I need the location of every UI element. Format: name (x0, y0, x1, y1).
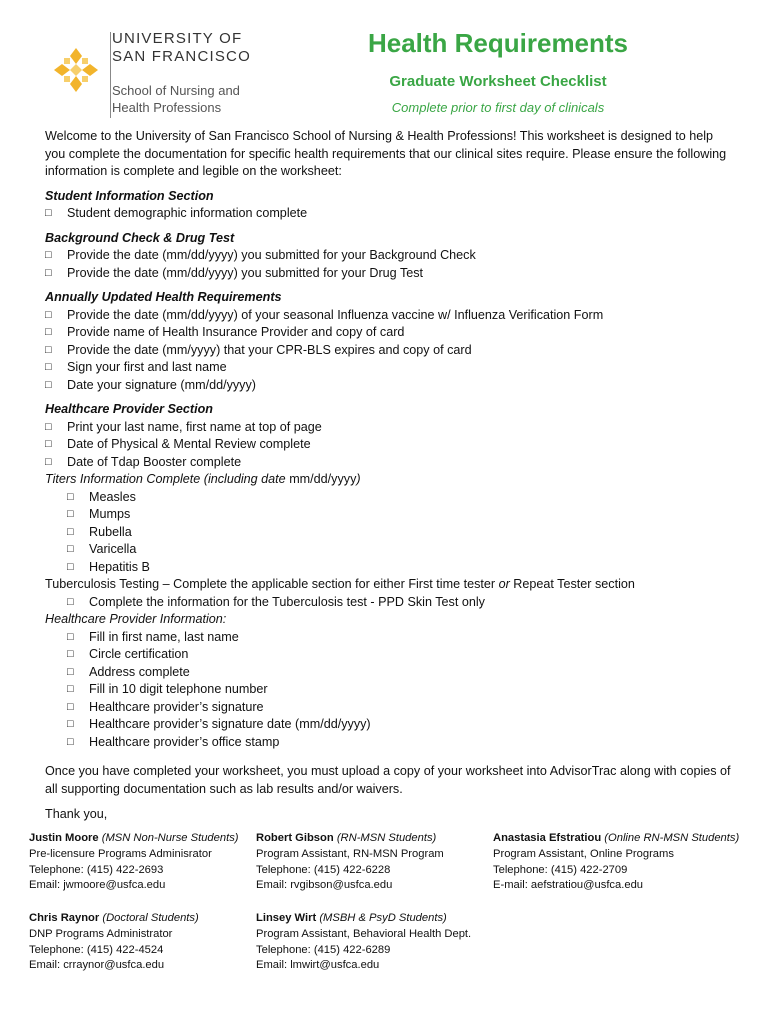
checkbox-icon: □ (45, 249, 52, 261)
checklist-item (45, 506, 735, 524)
logo-divider (110, 32, 111, 118)
usf-cross-icon (52, 46, 100, 94)
item-text: Sign your first and last name (67, 360, 227, 374)
checklist-item (45, 377, 735, 395)
contact-card (256, 831, 491, 894)
contact-name: Chris Raynor (29, 912, 100, 924)
item-text: Provide the date (mm/dd/yyyy) you submitted for your Drug Test (67, 265, 424, 280)
contact-card (493, 831, 740, 894)
item-text: Student demographic information complete (67, 206, 308, 220)
checkbox-icon: □ (67, 683, 74, 695)
item-text: Hepatitis B (89, 559, 150, 574)
contact-title: Program Assistant, Online Programs (493, 847, 674, 860)
contact-role: (Doctoral Students) (102, 912, 199, 924)
contact-phone: Telephone: (415) 422-2709 (493, 863, 628, 876)
tb-heading-or: or (498, 577, 510, 591)
checklist-item (45, 324, 735, 342)
item-text: Varicella (89, 542, 137, 556)
tb-heading (45, 576, 735, 594)
item-text: Provide name of Health Insurance Provider and copy of card (67, 325, 405, 339)
section-heading-student: Student Information Section (45, 188, 214, 203)
checkbox-icon: □ (67, 543, 74, 555)
contact-role: (MSBH & PsyD Students) (319, 912, 447, 924)
school-line-1: School of Nursing and (112, 83, 240, 98)
contact-email: Email: rvgibson@usfca.edu (256, 879, 393, 892)
contact-phone: Telephone: (415) 422-2693 (29, 863, 164, 876)
item-text: Date of Tdap Booster complete (67, 454, 242, 469)
checklist-item (45, 716, 735, 734)
contact-name: Linsey Wirt (256, 912, 317, 924)
titers-heading-text: Titers Information Complete (including date (45, 472, 290, 486)
checklist-item (45, 265, 735, 283)
item-text: Rubella (89, 524, 132, 539)
item-text: Print your last name, first name at top of page (67, 419, 322, 434)
item-text: Healthcare provider’s signature (89, 699, 264, 714)
contact-name: Robert Gibson (256, 832, 334, 844)
university-name (112, 30, 251, 66)
item-text: Fill in first name, last name (89, 629, 239, 644)
closing-paragraph: Once you have completed your worksheet, you must upload a copy of your worksheet into AdvisorTrac along with copies of all supporting documentation such as lab results and/or waivers. (45, 764, 731, 796)
checklist-item (45, 646, 735, 664)
contact-card (29, 831, 264, 894)
usf-logo (52, 30, 252, 120)
item-text: Provide the date (mm/yyyy) that your CPR-BLS expires and copy of card (67, 342, 472, 357)
school-name (112, 82, 240, 116)
titers-heading (45, 471, 735, 489)
page-tagline: Complete prior to first day of clinicals (391, 100, 605, 115)
contact-role: (RN-MSN Students) (336, 832, 437, 844)
item-text: Date your signature (mm/dd/yyyy) (67, 377, 256, 392)
checklist-item (45, 454, 735, 472)
contact-phone: Telephone: (415) 422-6289 (256, 943, 391, 956)
contact-heading (29, 831, 264, 847)
contact-heading (493, 831, 740, 847)
checklist-item (45, 559, 735, 577)
contact-phone: Telephone: (415) 422-4524 (29, 943, 164, 956)
page-subtitle: Graduate Worksheet Checklist (389, 73, 607, 90)
item-text: Circle certification (89, 647, 189, 661)
contact-title: Program Assistant, Behavioral Health Dept. (256, 927, 472, 940)
logo-line-1: UNIVERSITY OF (112, 30, 243, 47)
checkbox-icon: □ (45, 343, 52, 356)
tb-heading-suffix: Repeat Tester section (509, 577, 635, 591)
checkbox-icon: □ (45, 266, 52, 279)
contact-role: (MSN Non-Nurse Students) (101, 832, 239, 844)
checkbox-icon: □ (45, 207, 52, 219)
item-text: Provide the date (mm/dd/yyyy) of your seasonal Influenza vaccine w/ Influenza Verification Form (67, 307, 604, 322)
contact-email: Email: lmwirt@usfca.edu (256, 959, 380, 972)
contact-title: Pre-licensure Programs Adminisrator (29, 847, 212, 860)
section-heading-annual: Annually Updated Health Requirements (45, 290, 282, 304)
contact-title: Program Assistant, RN-MSN Program (256, 847, 444, 860)
checkbox-icon: □ (67, 648, 74, 660)
checkbox-icon: □ (67, 595, 74, 608)
page-title: Health Requirements (367, 28, 629, 58)
contact-title: DNP Programs Administrator (29, 927, 173, 940)
checklist-item (45, 342, 735, 360)
checkbox-icon: □ (67, 630, 74, 643)
checkbox-icon: □ (45, 361, 52, 373)
title-block (338, 28, 658, 115)
item-text: Date of Physical & Mental Review complete (67, 437, 311, 451)
checkbox-icon: □ (67, 560, 74, 573)
checklist-item (45, 594, 735, 612)
checkbox-icon: □ (67, 525, 74, 538)
checkbox-icon: □ (67, 735, 74, 748)
checkbox-icon: □ (45, 326, 52, 338)
checklist-item (45, 247, 735, 265)
checklist-item (45, 734, 735, 752)
checkbox-icon: □ (45, 455, 52, 468)
contact-heading (29, 911, 264, 927)
checkbox-icon: □ (67, 700, 74, 713)
item-text: Measles (89, 489, 136, 504)
checkbox-icon: □ (45, 308, 52, 321)
intro-paragraph: Welcome to the University of San Francisco School of Nursing & Health Professions! This worksheet is designed to help you complete the documentation for specific health requirements that our clinical sites require. Please ensure the following information is complete and legible on the worksheet: (45, 129, 727, 178)
tb-heading-text: Tuberculosis Testing – Complete the applicable section for either First time tester (45, 577, 499, 591)
contact-heading (256, 831, 491, 847)
item-text: Fill in 10 digit telephone number (89, 682, 268, 696)
contact-card (29, 911, 264, 974)
checkbox-icon: □ (67, 718, 74, 730)
checkbox-icon: □ (45, 378, 52, 391)
checkbox-icon: □ (67, 508, 74, 520)
titers-heading-suffix: ) (356, 472, 361, 486)
checklist-item (45, 541, 735, 559)
hcp-info-heading: Healthcare Provider Information: (45, 612, 227, 626)
checklist-item (45, 205, 735, 223)
checklist-item (45, 699, 735, 717)
contact-name: Anastasia Efstratiou (493, 832, 602, 844)
checklist-item (45, 307, 735, 325)
titers-heading-date: mm/dd/yyyy (289, 472, 357, 486)
contact-phone: Telephone: (415) 422-6228 (256, 863, 391, 876)
checkbox-icon: □ (67, 665, 74, 678)
contact-role: (Online RN-MSN Students) (604, 832, 740, 844)
item-text: Healthcare provider’s office stamp (89, 734, 280, 749)
checklist-item (45, 681, 735, 699)
contact-heading (256, 911, 491, 927)
item-text: Address complete (89, 664, 190, 679)
logo-line-2: SAN FRANCISCO (112, 48, 251, 65)
item-text: Complete the information for the Tuberculosis test - PPD Skin Test only (89, 594, 485, 609)
checkbox-icon: □ (45, 438, 52, 450)
checklist-item (45, 359, 735, 377)
checklist-item (45, 489, 735, 507)
checklist-item (45, 524, 735, 542)
contact-name: Justin Moore (29, 832, 99, 844)
contact-email: E-mail: aefstratiou@usfca.edu (493, 879, 644, 892)
item-text: Healthcare provider’s signature date (mm/dd/yyyy) (89, 717, 371, 731)
checklist-item (45, 664, 735, 682)
contact-card (256, 911, 491, 974)
contact-email: Email: jwmoore@usfca.edu (29, 879, 166, 892)
contact-email: Email: crraynor@usfca.edu (29, 959, 165, 972)
checkbox-icon: □ (67, 490, 74, 503)
worksheet-content (45, 128, 735, 824)
checkbox-icon: □ (45, 420, 52, 433)
school-line-2: Health Professions (112, 100, 222, 115)
section-heading-background: Background Check & Drug Test (45, 230, 235, 245)
thanks-text: Thank you, (45, 807, 108, 821)
checklist-item (45, 419, 735, 437)
section-heading-provider: Healthcare Provider Section (45, 402, 213, 416)
item-text: Provide the date (mm/dd/yyyy) you submitted for your Background Check (67, 248, 476, 262)
item-text: Mumps (89, 507, 131, 521)
checklist-item (45, 436, 735, 454)
checklist-item (45, 629, 735, 647)
